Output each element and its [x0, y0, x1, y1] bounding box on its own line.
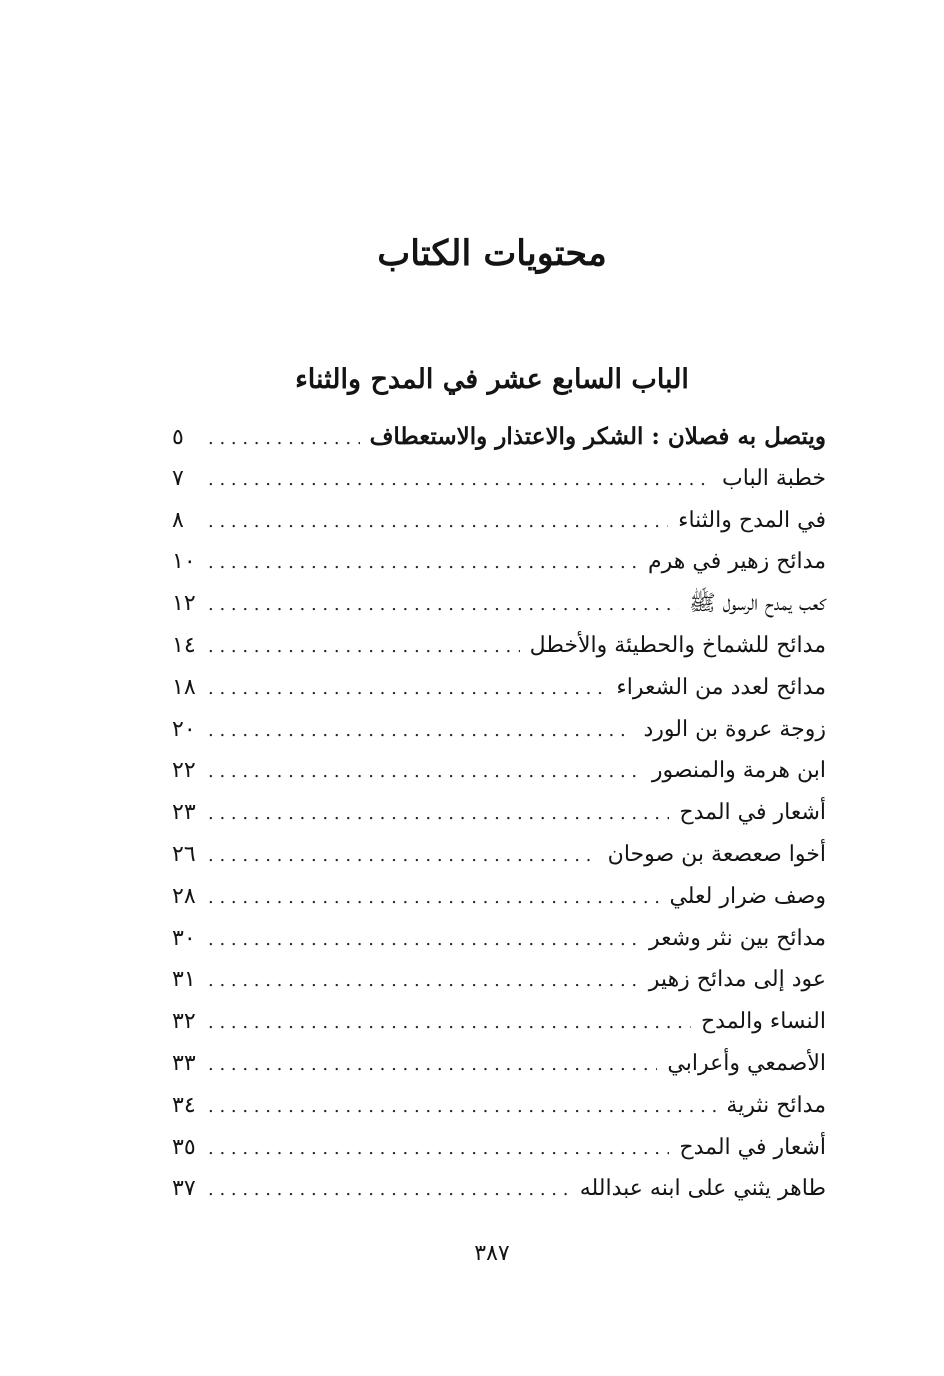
toc-entry — [172, 918, 826, 960]
dot-leader — [208, 584, 679, 626]
dot-leader — [208, 459, 712, 501]
toc-intro-page-number: ٥ — [172, 425, 184, 450]
toc-entry-page-number: ١٠ — [172, 549, 196, 575]
toc-entry-title: مدائح للشماخ والحطيئة والأخطل — [529, 632, 826, 658]
toc-entry-page-number: ٢٢ — [172, 758, 196, 784]
dot-leader — [208, 1086, 716, 1128]
toc-entry-title: الأصمعي وأعرابي — [667, 1050, 826, 1076]
dot-leader — [208, 877, 659, 919]
toc-entry-title: زوجة عروة بن الورد — [643, 716, 826, 742]
toc-entry — [172, 750, 826, 792]
dot-leader — [208, 793, 669, 835]
dot-leader — [208, 710, 633, 752]
toc-entry — [172, 583, 826, 625]
toc-entry-page-number: ٢٨ — [172, 883, 196, 909]
toc-entry-title: ابن هرمة والمنصور — [651, 758, 826, 784]
dot-leader — [208, 835, 598, 877]
toc-entry-page-number: ٢٣ — [172, 800, 196, 826]
toc-entry — [172, 458, 826, 500]
dot-leader — [208, 751, 642, 793]
toc-entry-title: أخوا صعصعة بن صوحان — [607, 841, 826, 867]
toc-entry — [172, 876, 826, 918]
toc-entry — [172, 667, 826, 709]
toc-entry — [172, 834, 826, 876]
table-of-contents — [172, 416, 826, 1210]
toc-entry-page-number: ٣٧ — [172, 1176, 196, 1202]
toc-entry-title: مدائح نثرية — [726, 1092, 826, 1118]
toc-entry-page-number: ٣٠ — [172, 925, 196, 951]
dot-leader — [208, 1128, 669, 1170]
toc-entry-page-number: ٢٠ — [172, 716, 196, 742]
toc-intro-title: ويتصل به فصلان : الشكر والاعتذار والاستعطاف — [369, 423, 826, 450]
toc-entry-title: النساء والمدح — [700, 1009, 826, 1035]
dot-leader — [208, 1044, 657, 1086]
toc-entry-page-number: ٣٤ — [172, 1092, 196, 1118]
toc-intro-line — [172, 416, 826, 458]
toc-entry-page-number: ٣١ — [172, 967, 196, 993]
dot-leader — [208, 960, 639, 1002]
toc-entry-title: في المدح والثناء — [678, 507, 826, 533]
toc-entry — [172, 1168, 826, 1210]
toc-entry-page-number: ١٨ — [172, 674, 196, 700]
toc-entry — [172, 1043, 826, 1085]
chapter-heading: الباب السابع عشر في المدح والثناء — [295, 364, 689, 395]
toc-entry-page-number: ٣٥ — [172, 1134, 196, 1160]
toc-entry — [172, 541, 826, 583]
toc-entry — [172, 792, 826, 834]
toc-entry-page-number: ٢٦ — [172, 841, 196, 867]
toc-entry-title: وصف ضرار لعلي — [669, 883, 826, 909]
toc-entry-title: أشعار في المدح — [679, 1134, 826, 1160]
dot-leader — [208, 1002, 691, 1044]
toc-entry-title: مدائح بين نثر وشعر — [649, 925, 826, 951]
dot-leader — [208, 626, 520, 668]
toc-entry-page-number: ٨ — [172, 507, 184, 533]
toc-entry-page-number: ١٤ — [172, 632, 196, 658]
toc-entry — [172, 709, 826, 751]
toc-entry — [172, 959, 826, 1001]
dot-leader — [208, 1169, 570, 1211]
toc-entry-title: عود إلى مدائح زهير — [648, 967, 826, 993]
page-title: محتويات الكتاب — [377, 233, 607, 274]
toc-entry-title: كعب يمدح الرسول ﷺ — [689, 591, 826, 617]
toc-entry-title: طاهر يثني على ابنه عبدالله — [579, 1176, 826, 1202]
toc-entry — [172, 625, 826, 667]
toc-entry-page-number: ٣٢ — [172, 1009, 196, 1035]
toc-entry-title: خطبة الباب — [722, 465, 826, 491]
toc-entry-page-number: ٧ — [172, 465, 184, 491]
page-number-footer: ٣٨٧ — [474, 1241, 510, 1266]
toc-entry-title: مدائح زهير في هرم — [648, 549, 826, 575]
toc-entry — [172, 500, 826, 542]
dot-leader — [208, 501, 668, 543]
toc-entry-page-number: ١٢ — [172, 591, 196, 617]
toc-entry — [172, 1085, 826, 1127]
dot-leader — [208, 542, 638, 584]
toc-entry-page-number: ٣٣ — [172, 1050, 196, 1076]
toc-entry — [172, 1001, 826, 1043]
dot-leader — [208, 919, 639, 961]
toc-entry-title: أشعار في المدح — [679, 800, 826, 826]
toc-entry-title: مدائح لعدد من الشعراء — [616, 674, 826, 700]
toc-entry — [172, 1127, 826, 1169]
dot-leader — [208, 418, 360, 460]
dot-leader — [208, 668, 606, 710]
